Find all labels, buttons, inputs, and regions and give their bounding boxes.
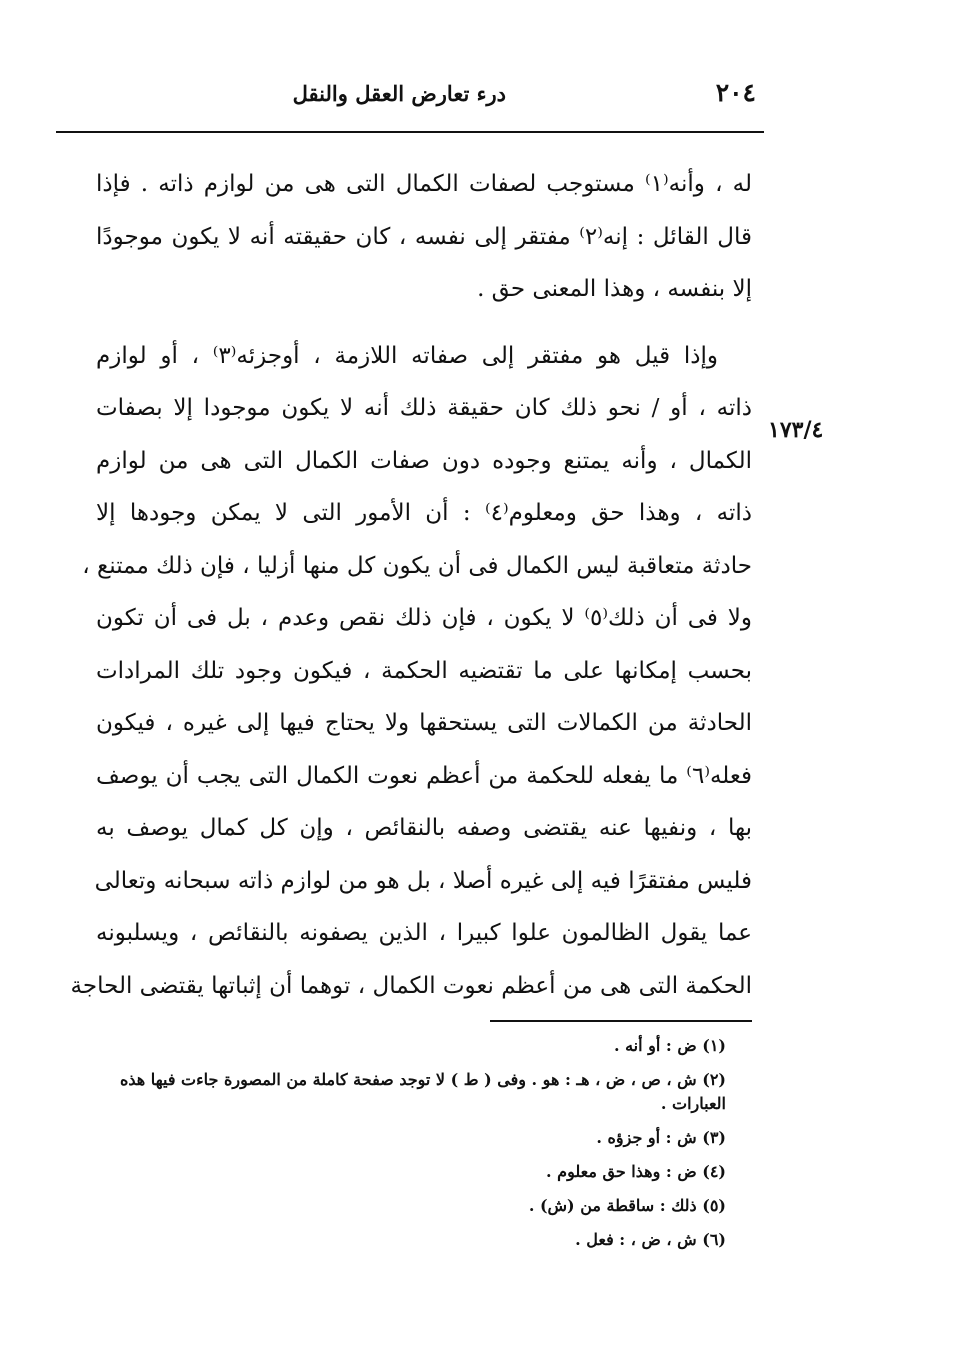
body-line: ذاته ، وهذا حق ومعلوم⁽٤⁾ : أن الأمور التى لا يمكن وجودها إلا bbox=[96, 500, 752, 526]
header-rule bbox=[56, 131, 764, 133]
footnote: (٢) ش ، ص ، ض ، هـ : هو . وفى ( ط ) لا توجد صفحة كاملة من المصورة جاءت فيها هذه العبارات . bbox=[119, 1070, 726, 1113]
body-line: بحسب إمكانها على ما تقتضيه الحكمة ، فيكون وجود تلك المرادات bbox=[96, 657, 752, 684]
body-line: ولا فى أن ذلك⁽٥⁾ لا يكون ، فإن ذلك نقص وعدم ، بل فى أن تكون bbox=[96, 605, 752, 631]
footnote: (٤) ض : وهذا حق معلوم . bbox=[546, 1162, 726, 1181]
body-line: قال القائل : إنه⁽٢⁾ مفتقر إلى نفسه ، كان حقيقته أنه لا يكون موجودًا bbox=[96, 223, 753, 250]
body-line: ذاته ، أو / نحو ذلك كان حقيقة ذلك أنه لا يكون موجودا إلا بصفات bbox=[96, 395, 752, 421]
footnote: (٣) ش : أو جزؤه . bbox=[596, 1128, 726, 1147]
body-line: وإذا قيل هو مفتقر إلى صفاته اللازمة ، أوجزئه⁽٣⁾ ، أو لوازم bbox=[96, 342, 718, 369]
body-line: فليس مفتقرًا فيه إلى غيره أصلا ، بل هو من لوازم ذاته سبحانه وتعالى bbox=[94, 867, 752, 894]
body-text bbox=[70, 158, 753, 1012]
footnote: (٦) ش ، ض ، : فعل . bbox=[575, 1230, 726, 1249]
running-title: درء تعارض العقل والنقل bbox=[292, 81, 506, 106]
footnote: (١) ض : أو أنه . bbox=[613, 1036, 726, 1055]
page-header bbox=[96, 78, 756, 118]
body-line: حادثة متعاقبة ليس الكمال فى أن يكون كل منها أزليا ، فإن ذلك ممتنع ، bbox=[82, 552, 752, 579]
margin-page-reference: ١٧٣/٤ bbox=[768, 417, 824, 443]
body-line: فعله⁽٦⁾ ما يفعله للحكمة من أعظم نعوت الكمال التى يجب أن يوصف bbox=[96, 762, 752, 789]
footnote: (٥) ذلك : ساقطة من (ش) . bbox=[528, 1196, 726, 1215]
footnote-rule bbox=[490, 1020, 752, 1022]
paragraph-gap bbox=[96, 316, 752, 330]
body-line: الكمال ، وأنه يمتنع وجوده دون صفات الكمال التى هى من لوازم bbox=[96, 447, 752, 474]
body-line: الحادثة من الكمالات التى يستحقها ولا يحتاج فيها إلى غيره ، فيكون bbox=[96, 710, 752, 736]
body-line: له ، وأنه⁽١⁾ مستوجب لصفات الكمال التى هى من لوازم ذاته . فإذا bbox=[96, 171, 752, 197]
body-line: إلا بنفسه ، وهذا المعنى حق . bbox=[477, 276, 752, 302]
body-line: عما يقول الظالمون علوا كبيرا ، الذين يصفونه بالنقائص ، ويسلبونه bbox=[96, 920, 752, 946]
page-number: ٢٠٤ bbox=[715, 78, 756, 107]
body-line: بها ، ونفيها عنه يقتضى وصفه بالنقائص ، وإن كل كمال يوصف به bbox=[96, 815, 752, 841]
body-line: الحكمة التى هى من أعظم نعوت الكمال ، توهما أن إثباتها يقتضى الحاجة bbox=[70, 972, 752, 999]
footnotes bbox=[84, 1034, 752, 1262]
